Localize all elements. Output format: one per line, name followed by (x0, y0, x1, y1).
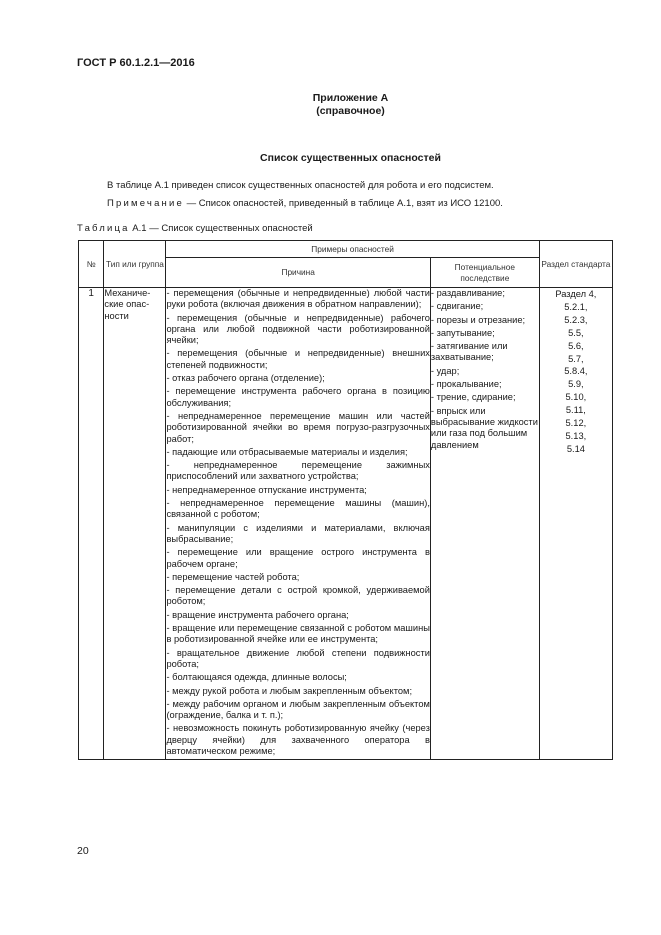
document-header: ГОСТ Р 60.1.2.1—2016 (77, 57, 195, 69)
intro-paragraph: В таблице А.1 приведен список существенных опасностей для робота и его подсистем. (107, 180, 494, 191)
header-consequence: Потенциальное последствие (430, 258, 539, 288)
note-text: — Список опасностей, приведенный в таблице А.1, взят из ИСО 12100. (184, 198, 503, 209)
table-caption-label: Таблица (77, 223, 130, 234)
standard-ref: Раздел 4, (555, 289, 597, 299)
page-number: 20 (77, 845, 89, 857)
cause-item: - перемещение детали с острой кромкой, удерживаемой роботом; (166, 585, 430, 607)
note-label: Примечание (107, 198, 184, 209)
cause-item: - непреднамеренное отпускание инструмента; (166, 484, 367, 495)
consequence-item: - трение, сдирание; (430, 392, 516, 403)
appendix-subtitle: (справочное) (316, 105, 385, 117)
appendix-title: Приложение А (312, 92, 389, 104)
cause-item: - манипуляции с изделиями и материалами, включая выбрасывание; (166, 522, 430, 544)
cause-item: - между рукой робота и любым закрепленным объектом; (166, 685, 413, 696)
cause-item: - вращательное движение любой степени подвижности робота; (166, 647, 430, 669)
cause-item: - непреднамеренное перемещение машин или частей роботизированной ячейки во время погрузо-разгрузочных работ; (166, 410, 430, 444)
standard-cell (539, 288, 612, 760)
standard-ref: 5.13, (565, 430, 587, 441)
standard-ref: 5.6, (568, 340, 584, 351)
standard-ref: 5.2.3, (564, 314, 588, 325)
consequence-item: - сдвигание; (430, 301, 484, 312)
cause-item: - перемещение или вращение острого инструмента в рабочем органе; (166, 547, 430, 569)
row-number: 1 (79, 288, 104, 760)
hazards-table (78, 240, 613, 760)
standard-ref: 5.11, (565, 405, 586, 416)
standard-ref: 5.14 (566, 443, 585, 454)
standard-ref: 5.7, (568, 353, 584, 364)
standard-ref: 5.8.4, (564, 366, 588, 377)
note-paragraph (107, 198, 503, 209)
header-examples: Примеры опасностей (166, 241, 539, 258)
cause-item: - отказ рабочего органа (отделение); (166, 373, 325, 384)
consequence-item: - порезы и отрезание; (430, 314, 526, 325)
table-caption-text: А.1 — Список существенных опасностей (129, 223, 313, 234)
cause-item: - вращение инструмента рабочего органа; (166, 609, 349, 620)
cause-item: - вращение или перемещение связанной с роботом машины в роботизированной ячейке или ее инструмента; (166, 623, 430, 645)
table-row (79, 288, 613, 760)
standard-ref: 5.2.1, (564, 301, 588, 312)
cause-item: - непреднамеренное перемещение машины (машин), связанной с роботом; (166, 498, 430, 520)
consequence-item: - впрыск или выбрасывание жидкости или газа под большим давлением (430, 405, 538, 450)
table-caption (77, 223, 313, 234)
hazard-type: Механиче-ские опас-ности (104, 288, 166, 760)
consequence-item: - прокалывание; (430, 379, 502, 390)
consequence-item: - затягивание или захватывание; (430, 341, 508, 363)
standard-ref: 5.12, (565, 418, 587, 429)
cause-item: - перемещения (обычные и непредвиденные) любой части руки робота (включая движения в обратном направлении); (166, 288, 430, 310)
standard-ref: 5.9, (568, 379, 584, 390)
cause-item: - между рабочим органом и любым закрепленным объектом (ограждение, балка и т. п.); (166, 698, 430, 721)
standard-ref: 5.10, (565, 392, 587, 403)
consequence-item: - удар; (430, 365, 460, 376)
standard-ref: 5.5, (568, 327, 584, 338)
cause-item: - перемещение инструмента рабочего органа в позицию обслуживания; (166, 386, 430, 408)
cause-item: - перемещения (обычные и непредвиденные) рабочего органа или любой подвижной части роботизированной ячейки; (166, 312, 430, 346)
header-no: № (79, 241, 104, 288)
causes-cell (166, 288, 430, 760)
header-cause: Причина (166, 258, 430, 288)
header-standard: Раздел стандарта (539, 241, 612, 288)
cause-item: - перемещения (обычные и непредвиденные) внешних степеней подвижности; (166, 348, 430, 370)
cause-item: - перемещение частей робота; (166, 571, 300, 582)
cause-item: - болтающаяся одежда, длинные волосы; (166, 672, 347, 683)
cause-item: - падающие или отбрасываемые материалы и изделия; (166, 446, 408, 457)
header-type: Тип или группа (104, 241, 166, 288)
cause-item: - невозможность покинуть роботизированную ячейку (через дверцу ячейки) для захваченного оператора в автоматическом режиме; (166, 723, 430, 756)
consequences-cell (430, 288, 539, 760)
section-title: Список существенных опасностей (260, 152, 441, 164)
consequence-item: - раздавливание; (430, 288, 505, 298)
appendix-heading (0, 92, 661, 118)
cause-item: - непреднамеренное перемещение зажимных приспособлений или захватного устройства; (166, 460, 430, 482)
consequence-item: - запутывание; (430, 327, 495, 338)
